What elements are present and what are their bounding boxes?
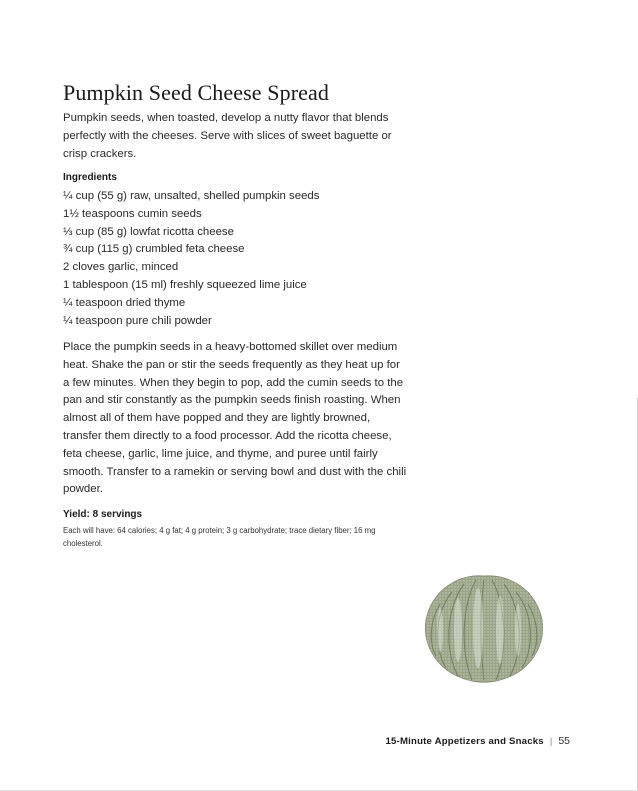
recipe-title: Pumpkin Seed Cheese Spread [63, 80, 329, 105]
pumpkin-illustration-icon [418, 568, 550, 688]
page-footer [385, 735, 570, 747]
recipe-method: Place the pumpkin seeds in a heavy-bottomed skillet over medium heat. Shake the pan or stir the seeds frequently as they heat up for a few minutes. When they begin to pop, add the cumin seeds to the pan and stir constantly as the pumpkin seeds finish roasting. When almost all of them have popped and they are lightly browned, transfer them directly to a food processor. Add the ricotta cheese, feta cheese, garlic, lime juice, and thyme, and puree until fairly smooth. Transfer to a ramekin or serving bowl and dust with the chili powder. [63, 341, 407, 496]
recipe-yield: Yield: 8 servings [63, 509, 143, 520]
ingredient-item: ⅓ cup (85 g) lowfat ricotta cheese [63, 225, 234, 238]
ingredient-item: ¼ teaspoon pure chili powder [63, 314, 212, 327]
footer-section-title: 15-Minute Appetizers and Snacks [385, 736, 544, 747]
ingredient-item: 2 cloves garlic, minced [63, 261, 179, 274]
ingredient-item: 1½ teaspoons cumin seeds [63, 207, 202, 220]
footer-separator: | [549, 736, 553, 747]
page-number: 55 [558, 735, 570, 747]
recipe-intro: Pumpkin seeds, when toasted, develop a nutty flavor that blends perfectly with the cheeses. Serve with slices of sweet baguette or crisp crackers. [63, 112, 392, 160]
ingredients-heading: Ingredients [63, 172, 117, 183]
ingredient-item: ¼ cup (55 g) raw, unsalted, shelled pumpkin seeds [63, 190, 320, 202]
ingredient-item: ¼ teaspoon dried thyme [63, 296, 186, 309]
ingredient-item: 1 tablespoon (15 ml) freshly squeezed lime juice [63, 278, 307, 291]
ingredients-list [63, 188, 319, 330]
ingredient-item: ¾ cup (115 g) crumbled feta cheese [63, 243, 245, 256]
nutrition-info: Each will have: 64 calories; 4 g fat; 4 g protein; 3 g carbohydrate; trace dietary fiber; 16 mg cholesterol. [63, 526, 376, 548]
